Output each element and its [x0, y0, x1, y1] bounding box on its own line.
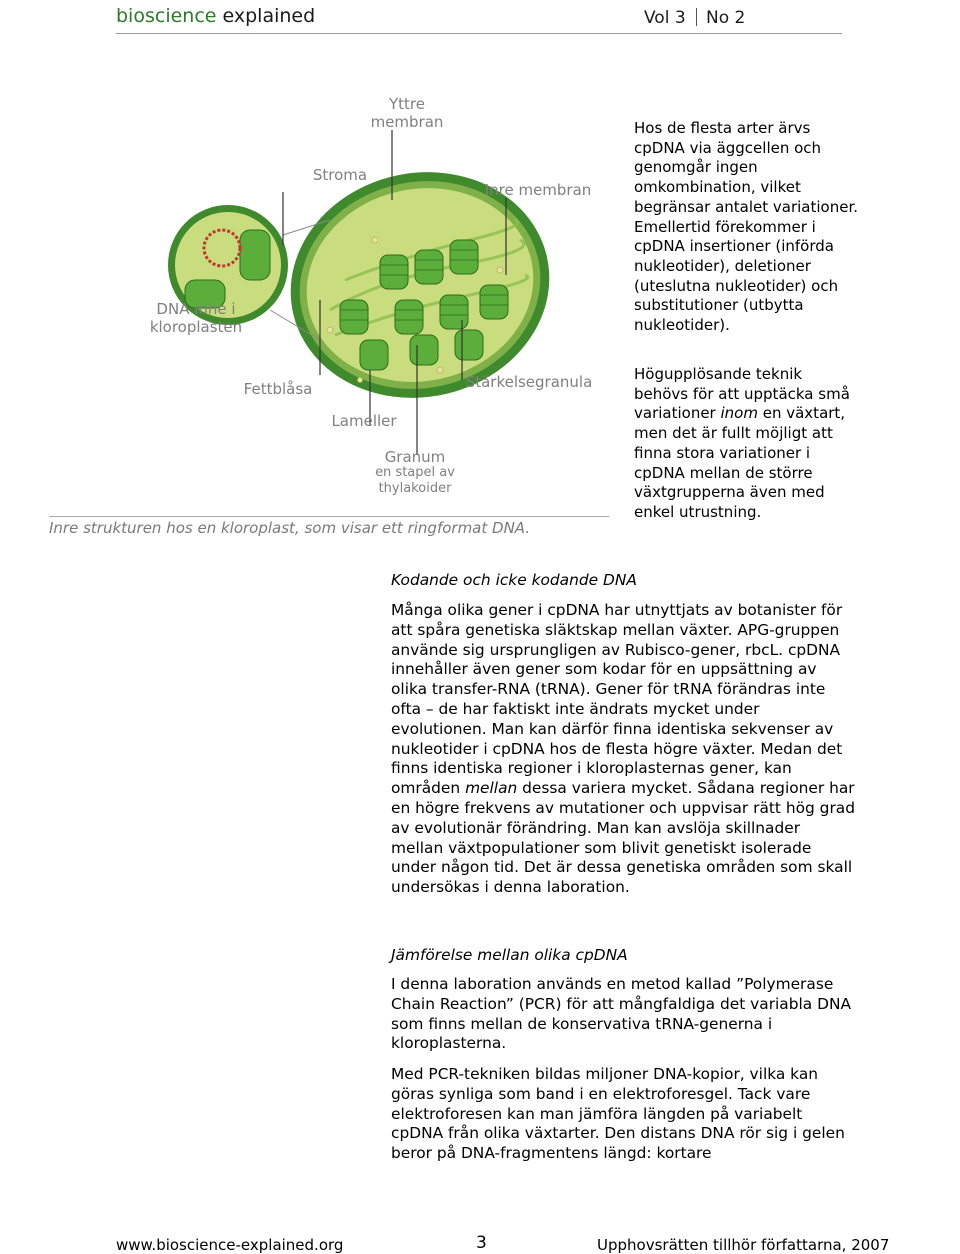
para2-start: Högupplösande teknik behövs för att upptäcka små variationer	[634, 365, 850, 423]
label-inre-membran: Inre membran	[484, 181, 592, 199]
footer-page-number: 3	[476, 1233, 487, 1253]
label-granum: Granum	[384, 448, 446, 466]
footer-url[interactable]: www.bioscience-explained.org	[116, 1236, 344, 1254]
section-heading-kodande: Kodande och icke kodande DNA	[391, 571, 637, 589]
section1-text-start: Många olika gener i cpDNA har utnyttjats av botanister för att spåra genetiska släktskap mellan växter. APG-gruppen använde sig ursprungligen av Rubisco-gener, rbcL. cpDNA innehåller även gener som kodar för en uppsättning av olika transfer-RNA (tRNA). Gener för tRNA förändras inte ofta – de har faktiskt inte ändrats mycket under evolutionen. Man kan därför finna identiska sekvenser av nukleotider i cpDNA hos de flesta högre växter. Medan det finns identiska regioner i kloroplasternas gener, kan områden	[391, 601, 843, 798]
figure-caption: Inre strukturen hos en kloroplast, som visar ett ringformat DNA.	[49, 519, 531, 537]
label-lameller: Lameller	[331, 412, 397, 430]
issue-number: No 2	[706, 8, 746, 28]
brand-bio: bio	[116, 5, 145, 27]
section2-paragraph-1: I denna laboration används en metod kallad ”Polymerase Chain Reaction” (PCR) för att mångfaldiga det variabla DNA som finns mellan de konservativa tRNA-generna i kloroplasterna.	[391, 975, 852, 1053]
section2-paragraph-2: Med PCR-tekniken bildas miljoner DNA-kopior, vilka kan göras synliga som band i en elektroforesgel. Tack vare elektroforesen kan man jämföra längden på variabelt cpDNA från olika växtarter. Den distans DNA rör sig i gelen beror på DNA-fragmentens längd: kortare	[391, 1065, 845, 1163]
brand-science: science	[144, 5, 217, 27]
section-body-kodande	[391, 601, 857, 898]
section1-emphasis: mellan	[465, 779, 518, 798]
brand-explained: explained	[222, 5, 316, 27]
header-rule	[116, 33, 842, 34]
volume-label: Vol 3	[644, 8, 686, 28]
header-divider	[696, 8, 697, 26]
label-fettblasa: Fettblåsa	[243, 380, 313, 398]
label-granum-sub: en stapel av thylakoider	[375, 465, 455, 496]
figure-rule	[49, 516, 609, 517]
right-column-paragraph-1: Hos de flesta arter ärvs cpDNA via äggcellen och genomgår ingen omkombination, vilket begränsar antalet variationer. Emellertid förekommer i cpDNA insertioner (införda nukleotider), deletioner (uteslutna nukleotider) och substitutioner (utbytta nukleotider).	[634, 119, 859, 335]
page-header	[0, 0, 960, 34]
section-heading-jamforelse: Jämförelse mellan olika cpDNA	[391, 946, 628, 964]
para2-emphasis: inom	[720, 404, 758, 423]
label-yttre-membran: Yttre membran	[370, 95, 444, 131]
section1-text-end: dessa variera mycket. Sådana regioner har en högre frekvens av mutationer och uppvisar rätt hög grad av evolutionär förändring. Man kan avslöja skillnader mellan växtpopulationer som blivit genetiskt isolerade under någon tid. Det är dessa genetiska områden som skall undersökas i denna laboration.	[391, 779, 855, 897]
label-stroma: Stroma	[312, 166, 368, 184]
right-column-paragraph-2	[634, 365, 860, 523]
label-dna: DNA inne i kloroplasten	[149, 300, 243, 336]
brand-logo	[116, 5, 315, 27]
footer-copyright: Upphovsrätten tillhör författarna, 2007	[597, 1236, 890, 1254]
label-starkelsegranula: Stärkelsegranula	[465, 373, 593, 391]
para2-end: en växtart, men det är fullt möjligt att finna stora variationer i cpDNA mellan de större växtgrupperna även med enkel utrustning.	[634, 404, 846, 521]
